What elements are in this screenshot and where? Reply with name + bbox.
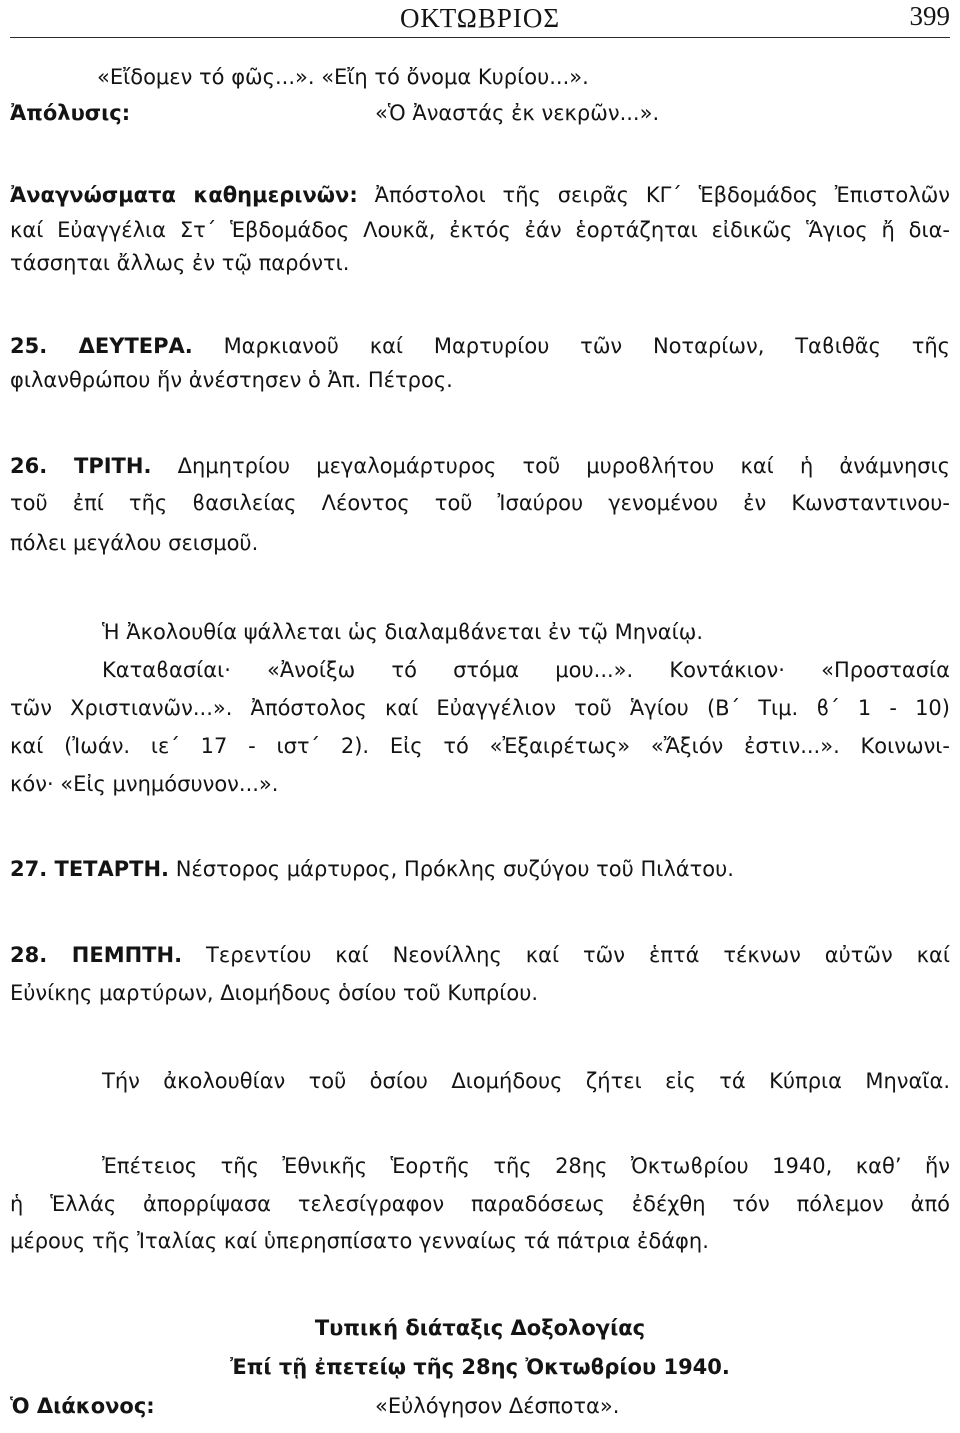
- day-26-heading: 26. ΤΡΙΤΗ.: [10, 454, 152, 478]
- day-25-text: Μαρκιανοῦ καί Μαρτυρίου τῶν Νοταρίων, Ταϐιθᾶς τῆς: [223, 334, 950, 358]
- deacon-text: «Εὐλόγησον Δέσποτα».: [375, 1394, 620, 1418]
- day-25-heading: 25. ΔΕΥΤΕΡΑ.: [10, 334, 193, 358]
- day-25-line-1: [10, 328, 950, 364]
- day-27-line-1: [10, 851, 950, 887]
- day-26-note-4: καί (Ἰωάν. ιε΄ 17 - ιστ΄ 2). Εἰς τό «Ἐξαιρέτως» «Ἄξιόν ἐστιν...». Κοινωνι-: [10, 734, 950, 758]
- anniversary-line-3: μέρους τῆς Ἰταλίας καί ὑπερησπίσατο γενναίως τά πάτρια ἐδάφη.: [10, 1229, 709, 1253]
- day-27-heading: 27. ΤΕΤΑΡΤΗ.: [10, 857, 170, 881]
- daily-readings-text: Ἀπόστολοι τῆς σειρᾶς ΚΓ΄ Ἑβδομάδος Ἐπιστολῶν: [374, 183, 951, 207]
- anniversary-line-2: ἡ Ἑλλάς ἀπορρίψασα τελεσίγραφον παραδόσεως ἐδέχθη τόν πόλεμον ἀπό: [10, 1192, 950, 1216]
- doxology-title: Τυπική διάταξις Δοξολογίας: [314, 1316, 646, 1340]
- dismissal-text: «Ὁ Ἀναστάς ἐκ νεκρῶν...».: [375, 101, 660, 125]
- day-26-line-2: τοῦ ἐπί τῆς ϐασιλείας Λέοντος τοῦ Ἰσαύρου γενομένου ἐν Κωνσταντινου-: [10, 491, 950, 515]
- day-25-line-2: φιλανθρώπου ἥν ἀνέστησεν ὁ Ἀπ. Πέτρος.: [10, 368, 453, 392]
- day-26-note-2: Καταϐασίαι· «Ἀνοίξω τό στόμα μου...». Κοντάκιον· «Προστασία: [102, 658, 950, 682]
- page-number: 399: [909, 1, 950, 31]
- day-26-note-1: Ἡ Ἀκολουθία ψάλλεται ὡς διαλαμϐάνεται ἐν τῷ Μηναίῳ.: [102, 620, 704, 644]
- daily-readings-line-1: [10, 177, 950, 213]
- header-rule: [10, 37, 950, 38]
- opening-verses: «Εἴδομεν τό φῶς...». «Εἴη τό ὄνομα Κυρίου...».: [97, 65, 589, 89]
- deacon-label: Ὁ Διάκονος:: [10, 1394, 155, 1418]
- day-26-note-5: κόν· «Εἰς μνημόσυνον...».: [10, 772, 279, 796]
- day-26-line-1: [10, 448, 950, 484]
- daily-readings-label: Ἀναγνώσματα καθημερινῶν:: [10, 183, 358, 207]
- day-28-text: Τερεντίου καί Νεονίλλης καί τῶν ἑπτά τέκνων αὐτῶν καί: [206, 943, 950, 967]
- day-28-note-1: Τήν ἀκολουθίαν τοῦ ὁσίου Διομήδους ζήτει εἰς τά Κύπρια Μηναῖα.: [102, 1069, 950, 1093]
- day-26-text: Δημητρίου μεγαλομάρτυρος τοῦ μυροϐλήτου καί ἡ ἀνάμνησις: [177, 454, 950, 478]
- dismissal-label: Ἀπόλυσις:: [10, 101, 131, 125]
- daily-readings-line-3: τάσσηται ἄλλως ἐν τῷ παρόντι.: [10, 251, 350, 275]
- daily-readings-line-2: καί Εὐαγγέλια Στ΄ Ἑβδομάδος Λουκᾶ, ἐκτός ἐάν ἑορτάζηται εἰδικῶς Ἅγιος ἤ δια-: [10, 218, 950, 242]
- day-28-line-1: [10, 937, 950, 973]
- anniversary-line-1: Ἐπέτειος τῆς Ἐθνικῆς Ἑορτῆς τῆς 28ης Ὀκτωϐρίου 1940, καθ’ ἥν: [102, 1154, 950, 1178]
- running-header-month: ΟΚΤΩΒΡΙΟΣ: [399, 3, 561, 33]
- day-28-heading: 28. ΠΕΜΠΤΗ.: [10, 943, 183, 967]
- doxology-subtitle: Ἐπί τῇ ἐπετείῳ τῆς 28ης Ὀκτωϐρίου 1940.: [230, 1355, 730, 1379]
- day-26-note-3: τῶν Χριστιανῶν...». Ἀπόστολος καί Εὐαγγέλιον τοῦ Ἁγίου (Β΄ Τιμ. ϐ΄ 1 - 10): [10, 696, 950, 720]
- day-28-line-2: Εὐνίκης μαρτύρων, Διομήδους ὁσίου τοῦ Κυπρίου.: [10, 981, 539, 1005]
- day-26-line-3: πόλει μεγάλου σεισμοῦ.: [10, 531, 259, 555]
- day-27-text: Νέστορος μάρτυρος, Πρόκλης συζύγου τοῦ Πιλάτου.: [175, 857, 734, 881]
